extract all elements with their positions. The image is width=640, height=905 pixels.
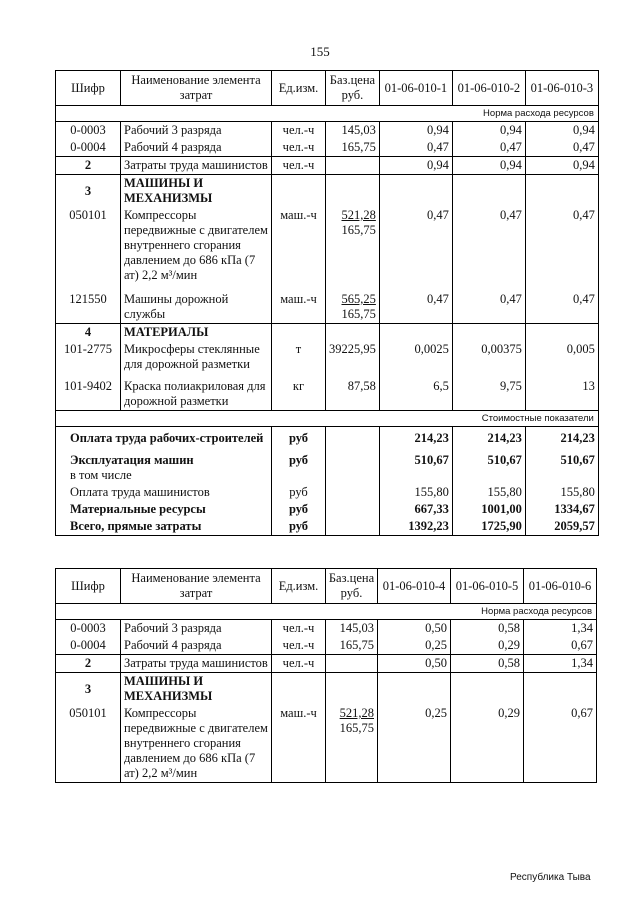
row-unit: маш.-ч — [272, 284, 326, 324]
row-name: Затраты труда машинистов — [121, 655, 272, 673]
row-name: Компрессоры передвижные с двигателем внутреннего сгорания давлением до 686 кПа (7 ат) 2,2 м³/мин — [121, 705, 272, 783]
cost-name: Всего, прямые затраты — [56, 518, 272, 536]
row-value: 0,29 — [451, 637, 524, 655]
section-row — [56, 175, 599, 208]
row-name: Рабочий 4 разряда — [121, 637, 272, 655]
row-code: 2 — [56, 655, 121, 673]
cost-name: Оплата труда рабочих-строителей — [56, 427, 272, 448]
cost-row — [56, 427, 599, 448]
header-col-1: 01-06-010-1 — [379, 71, 452, 106]
cost-unit: руб — [272, 518, 326, 536]
section-code: 4 — [56, 324, 121, 342]
table-row — [56, 207, 599, 284]
header-code: Шифр — [56, 71, 121, 106]
row-value: 0,25 — [378, 705, 451, 783]
row-value: 0,50 — [378, 620, 451, 638]
resource-norm-table-2 — [55, 568, 597, 783]
caption-resources: Норма расхода ресурсов — [56, 106, 599, 122]
table-row — [56, 284, 599, 324]
row-value: 0,94 — [525, 122, 598, 140]
section-code: 3 — [56, 673, 121, 706]
row-name: Рабочий 4 разряда — [121, 139, 272, 157]
row-price: 145,03 — [326, 122, 380, 140]
row-name: Микросферы стеклянные для дорожной разметки — [121, 341, 272, 373]
row-code: 0-0003 — [56, 122, 121, 140]
row-value: 0,005 — [525, 341, 598, 373]
row-value: 6,5 — [379, 373, 452, 411]
price-machine: 521,28 — [339, 706, 374, 720]
row-price — [326, 284, 380, 324]
row-value: 0,47 — [525, 207, 598, 284]
caption-row — [56, 106, 599, 122]
table-header-row — [56, 71, 599, 106]
table-row — [56, 341, 599, 373]
footer-region: Республика Тыва — [510, 872, 591, 883]
caption-resources: Норма расхода ресурсов — [56, 604, 597, 620]
header-col-2: 01-06-010-2 — [452, 71, 525, 106]
row-unit: т — [272, 341, 326, 373]
cost-value: 214,23 — [525, 427, 598, 448]
row-name: Рабочий 3 разряда — [121, 122, 272, 140]
row-value: 0,29 — [451, 705, 524, 783]
header-col-5: 01-06-010-5 — [451, 569, 524, 604]
row-unit: чел.-ч — [272, 655, 326, 673]
section-code: 3 — [56, 175, 121, 208]
row-value: 9,75 — [452, 373, 525, 411]
header-price: Баз.цена руб. — [326, 569, 378, 604]
row-value: 0,94 — [452, 157, 525, 175]
section-row — [56, 673, 597, 706]
row-value: 0,50 — [378, 655, 451, 673]
table-header-row — [56, 569, 597, 604]
header-code: Шифр — [56, 569, 121, 604]
row-price — [326, 705, 378, 783]
cost-unit: руб — [272, 447, 326, 484]
cost-value: 2059,57 — [525, 518, 598, 536]
cost-value: 214,23 — [379, 427, 452, 448]
row-code: 101-2775 — [56, 341, 121, 373]
row-value: 0,94 — [379, 157, 452, 175]
cost-unit: руб — [272, 427, 326, 448]
header-name: Наименование элемента затрат — [121, 569, 272, 604]
cost-row — [56, 501, 599, 518]
row-value: 0,67 — [524, 637, 597, 655]
row-value: 0,47 — [525, 139, 598, 157]
header-col-3: 01-06-010-3 — [525, 71, 598, 106]
table-row — [56, 705, 597, 783]
cost-name — [56, 447, 272, 484]
row-unit: чел.-ч — [272, 122, 326, 140]
row-value: 0,0025 — [379, 341, 452, 373]
row-unit: маш.-ч — [272, 207, 326, 284]
row-value: 0,58 — [451, 655, 524, 673]
row-value: 0,94 — [525, 157, 598, 175]
row-code: 050101 — [56, 207, 121, 284]
header-unit: Ед.изм. — [272, 569, 326, 604]
caption-row — [56, 604, 597, 620]
cost-value: 1334,67 — [525, 501, 598, 518]
row-unit: маш.-ч — [272, 705, 326, 783]
table-row — [56, 655, 597, 673]
price-operator: 165,75 — [341, 307, 376, 321]
row-value: 0,94 — [452, 122, 525, 140]
row-value: 0,47 — [525, 284, 598, 324]
table-row — [56, 139, 599, 157]
row-name: Машины дорожной службы — [121, 284, 272, 324]
row-unit: чел.-ч — [272, 620, 326, 638]
cost-value: 510,67 — [525, 447, 598, 484]
cost-value: 1392,23 — [379, 518, 452, 536]
row-code: 050101 — [56, 705, 121, 783]
price-operator: 165,75 — [341, 223, 376, 237]
cost-subtitle: в том числе — [70, 468, 132, 482]
cost-name: Материальные ресурсы — [56, 501, 272, 518]
section-row — [56, 324, 599, 342]
header-col-4: 01-06-010-4 — [378, 569, 451, 604]
section-title: МАТЕРИАЛЫ — [121, 324, 272, 342]
row-value: 0,58 — [451, 620, 524, 638]
row-value: 0,47 — [452, 207, 525, 284]
row-unit: кг — [272, 373, 326, 411]
row-code: 2 — [56, 157, 121, 175]
cost-row — [56, 447, 599, 484]
table-row — [56, 637, 597, 655]
row-value: 1,34 — [524, 620, 597, 638]
cost-row — [56, 518, 599, 536]
row-code: 121550 — [56, 284, 121, 324]
row-value: 0,25 — [378, 637, 451, 655]
cost-value: 214,23 — [452, 427, 525, 448]
cost-value: 1725,90 — [452, 518, 525, 536]
row-price: 165,75 — [326, 139, 380, 157]
cost-value: 510,67 — [379, 447, 452, 484]
row-name: Затраты труда машинистов — [121, 157, 272, 175]
cost-value: 155,80 — [525, 484, 598, 501]
table-row — [56, 157, 599, 175]
row-value: 0,00375 — [452, 341, 525, 373]
row-value: 13 — [525, 373, 598, 411]
row-price: 145,03 — [326, 620, 378, 638]
row-price — [326, 157, 380, 175]
row-value: 0,94 — [379, 122, 452, 140]
cost-value: 1001,00 — [452, 501, 525, 518]
row-code: 0-0003 — [56, 620, 121, 638]
row-value: 0,47 — [379, 207, 452, 284]
price-machine: 565,25 — [341, 292, 376, 306]
resource-norm-table-1 — [55, 70, 599, 536]
row-price — [326, 655, 378, 673]
caption-row — [56, 411, 599, 427]
row-value: 0,47 — [379, 284, 452, 324]
cost-value: 667,33 — [379, 501, 452, 518]
table-row — [56, 122, 599, 140]
cost-value: 510,67 — [452, 447, 525, 484]
row-value: 0,47 — [452, 284, 525, 324]
row-code: 0-0004 — [56, 139, 121, 157]
row-code: 0-0004 — [56, 637, 121, 655]
cost-value: 155,80 — [452, 484, 525, 501]
row-unit: чел.-ч — [272, 139, 326, 157]
header-price: Баз.цена руб. — [326, 71, 380, 106]
row-price: 165,75 — [326, 637, 378, 655]
header-unit: Ед.изм. — [272, 71, 326, 106]
row-price: 39225,95 — [326, 341, 380, 373]
header-name: Наименование элемента затрат — [121, 71, 272, 106]
cost-unit: руб — [272, 484, 326, 501]
row-name: Краска полиакриловая для дорожной разметки — [121, 373, 272, 411]
cost-value: 155,80 — [379, 484, 452, 501]
row-price: 87,58 — [326, 373, 380, 411]
table-row — [56, 620, 597, 638]
cost-unit: руб — [272, 501, 326, 518]
page-number: 155 — [310, 44, 330, 59]
row-value: 1,34 — [524, 655, 597, 673]
cost-name: Оплата труда машинистов — [56, 484, 272, 501]
row-unit: чел.-ч — [272, 157, 326, 175]
price-operator: 165,75 — [339, 721, 374, 735]
price-machine: 521,28 — [341, 208, 376, 222]
row-unit: чел.-ч — [272, 637, 326, 655]
row-value: 0,67 — [524, 705, 597, 783]
row-value: 0,47 — [379, 139, 452, 157]
section-title: МАШИНЫ И МЕХАНИЗМЫ — [121, 673, 272, 706]
caption-costs: Стоимостные показатели — [56, 411, 599, 427]
row-code: 101-9402 — [56, 373, 121, 411]
table-row — [56, 373, 599, 411]
row-price — [326, 207, 380, 284]
row-name: Компрессоры передвижные с двигателем внутреннего сгорания давлением до 686 кПа (7 ат) 2,2 м³/мин — [121, 207, 272, 284]
cost-title: Эксплуатация машин — [70, 453, 194, 467]
section-title: МАШИНЫ И МЕХАНИЗМЫ — [121, 175, 272, 208]
header-col-6: 01-06-010-6 — [524, 569, 597, 604]
cost-row — [56, 484, 599, 501]
row-value: 0,47 — [452, 139, 525, 157]
row-name: Рабочий 3 разряда — [121, 620, 272, 638]
